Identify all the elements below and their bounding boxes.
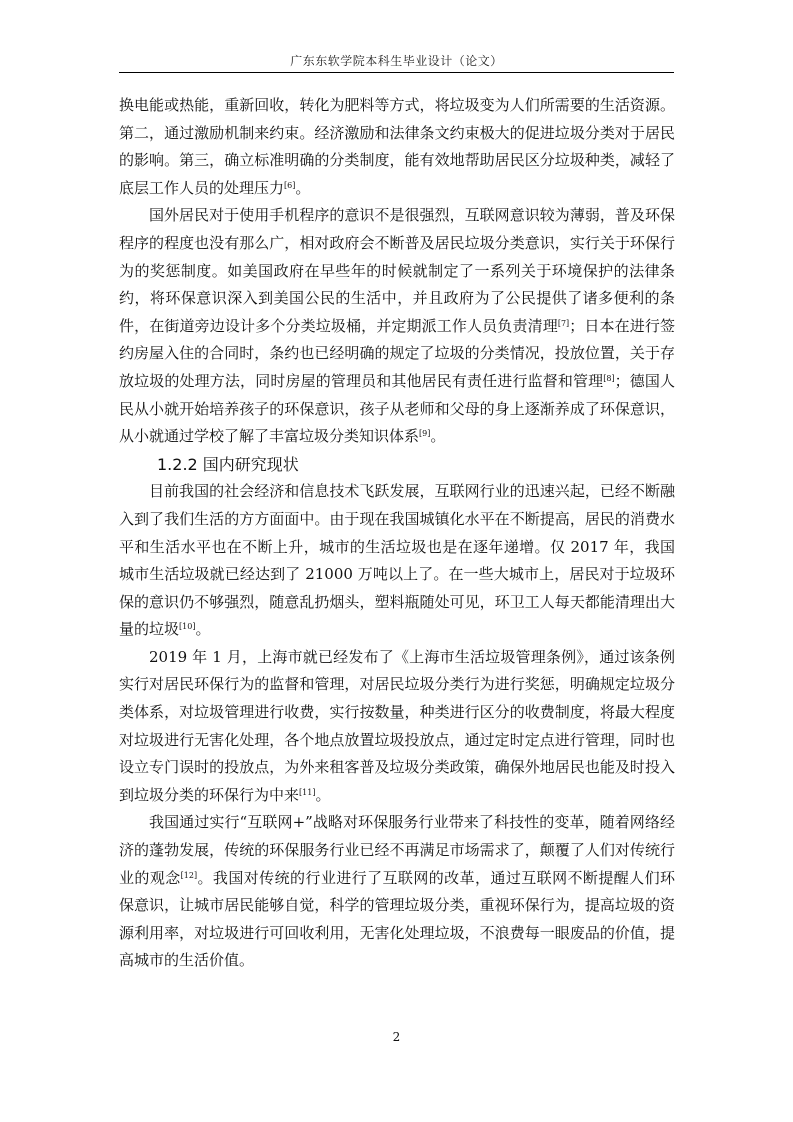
citation-6: [6] [284, 180, 296, 190]
paragraph-4 [119, 644, 675, 810]
running-header: 广东东软学院本科生毕业设计（论文） [290, 54, 503, 68]
paragraph-5-text-b: 。我国对传统的行业进行了互联网的改革，通过互联网不断提醒人们环保意识，让城市居民能够自觉，科学的管理垃圾分类，重视环保行为，提高垃圾的资源利用率，对垃圾进行可回收利用，无害化处理垃圾，不浪费每一眼废品的价值，提高城市的生活价值。 [119, 868, 675, 970]
citation-8: [8] [603, 373, 615, 383]
citation-10: [10] [179, 622, 196, 632]
paragraph-4-text: 2019 年 1 月，上海市就已经发布了《上海市生活垃圾管理条例》，通过该条例实行对居民环保行为的监督和管理，对居民垃圾分类行为进行奖惩，明确规定垃圾分类体系，对垃圾管理进行收费，实行按数量，种类进行区分的收费制度，将最大程度对垃圾进行无害化处理，各个地点放置垃圾投放点，通过定时定点进行管理，同时也设立专门误时的投放点，为外来租客普及垃圾分类政策，确保外地居民也能及时投入到垃圾分类的环保行为中来 [119, 647, 675, 804]
citation-12: [12] [180, 870, 198, 880]
paragraph-2-end: 。 [430, 427, 446, 446]
section-heading: 1.2.2 国内研究现状 [157, 454, 299, 474]
citation-11: [11] [299, 787, 316, 797]
paragraph-5-text-a: 我国通过实行“互联网+”战略对环保服务行业带来了科技性的变革，随着网络经济的蓬勃发展，传统的环保服务行业已经不再满足市场需求了，颠覆了人们对传统行业的观念 [119, 813, 675, 887]
paragraph-3-end: 。 [195, 620, 211, 639]
paragraph-2 [119, 202, 675, 450]
paragraph-4-end: 。 [315, 785, 331, 804]
paragraph-2-text-c: ；德国人民从小就开始培养孩子的环保意识，孩子从老师和父母的身上逐渐养成了环保意识，从小就通过学校了解了丰富垃圾分类知识体系 [119, 371, 675, 446]
page-number: 2 [392, 1030, 401, 1044]
paragraph-5 [119, 809, 675, 975]
paragraph-1 [119, 92, 675, 202]
paragraph-2-text-a: 国外居民对于使用手机程序的意识不是很强烈，互联网意识较为薄弱，普及环保程序的程度也没有那么广，相对政府会不断普及居民垃圾分类意识，实行关于环保行为的奖惩制度。如美国政府在早些年的时候就制定了一系列关于环境保护的法律条约，将环保意识深入到美国公民的生活中，并且政府为了公民提供了诸多便利的条件，在街道旁边设计多个分类垃圾桶，并定期派工作人员负责清理 [119, 206, 675, 335]
page-body [119, 92, 675, 975]
paragraph-1-end: 。 [295, 178, 311, 197]
header-rule [119, 72, 674, 73]
citation-7: [7] [557, 318, 570, 328]
paragraph-1-text: 换电能或热能，重新回收，转化为肥料等方式，将垃圾变为人们所需要的生活资源。第二，通过激励机制来约束。经济激励和法律条文约束极大的促进垃圾分类对于居民的影响。第三，确立标准明确的分类制度，能有效地帮助居民区分垃圾种类，减轻了底层工作人员的处理压力 [119, 96, 675, 197]
paragraph-3-text: 目前我国的社会经济和信息技术飞跃发展，互联网行业的迅速兴起，已经不断融入到了我们生活的方方面面中。由于现在我国城镇化水平在不断提高，居民的消费水平和生活水平也在不断上升，城市的生活垃圾也是在逐年递增。仅 2017 年，我国城市生活垃圾就已经达到了 21000 万吨以上了。在一些大城市上，居民对于垃圾环保的意识仍不够强烈，随意乱扔烟头，塑料瓶随处可见，环卫工人每天都能清理出大量的垃圾 [119, 482, 675, 639]
paragraph-3 [119, 478, 675, 644]
paragraph-2-text-b: ；日本在进行签约房屋入住的合同时，条约也已经明确的规定了垃圾的分类情况，投放位置，关于存放垃圾的处理方法，同时房屋的管理员和其他居民有责任进行监督和管理 [119, 316, 675, 390]
citation-9: [9] [419, 429, 431, 439]
